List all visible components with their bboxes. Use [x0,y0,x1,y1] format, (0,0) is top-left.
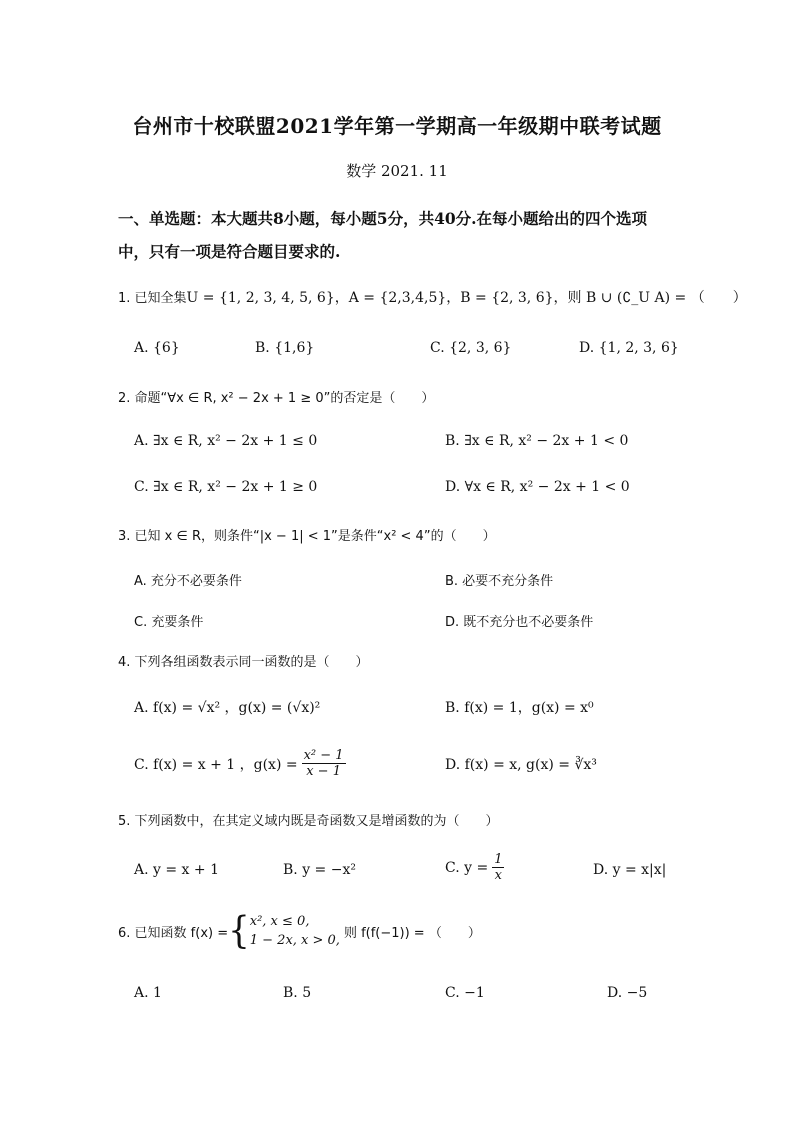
question-6-prefix: 6. 已知函数 f(x) = [118,925,229,941]
case-2: 1 − 2x, x > 0, [249,933,340,948]
question-6-option-b: B. 5 [283,985,312,1001]
piecewise-definition [228,909,340,953]
question-6-suffix: 则 f(f(−1)) = （ ） [343,925,481,941]
question-5-option-d: D. y = x|x| [593,862,667,878]
piecewise-cases [250,912,340,950]
question-4-stem: 4. 下列各组函数表示同一函数的是（ ） [118,655,369,670]
question-1-math: U = {1, 2, 3, 4, 5, 6}，A = {2,3,4,5}，B = {2, 3, 6}，则 B ∪ (∁_U A) = （ ） [186,290,747,306]
question-4-option-c [134,748,346,779]
question-2-stem: 2. 命题“∀x ∈ R, x² − 2x + 1 ≥ 0”的否定是（ ） [118,391,435,406]
question-5-option-c-text: C. y = [445,859,489,876]
question-2-option-a: A. ∃x ∈ R, x² − 2x + 1 ≤ 0 [134,433,318,449]
question-5-option-c [445,852,504,883]
question-3-option-a: A. 充分不必要条件 [134,574,242,589]
case-1: x², x ≤ 0, [249,914,310,929]
question-4-option-a: A. f(x) = √x² ，g(x) = (√x)² [134,700,321,716]
question-6-option-c: C. −1 [445,985,485,1001]
question-4-option-b: B. f(x) = 1，g(x) = x⁰ [445,700,594,716]
fraction-denominator: x [494,868,503,883]
question-1-option-d: D. {1, 2, 3, 6} [579,340,679,356]
question-1-option-c: C. {2, 3, 6} [430,340,512,356]
question-2-option-b: B. ∃x ∈ R, x² − 2x + 1 < 0 [445,433,629,449]
question-3-stem: 3. 已知 x ∈ R，则条件“|x − 1| < 1”是条件“x² < 4”的（ ） [118,529,496,544]
section-heading: 一、单选题：本大题共8小题，每小题5分，共40分.在每小题给出的四个选项中，只有一项是符合题目要求的. [118,209,648,261]
question-6-option-a: A. 1 [134,985,162,1001]
question-2-option-d: D. ∀x ∈ R, x² − 2x + 1 < 0 [445,479,630,495]
question-1-option-b: B. {1,6} [255,340,315,356]
question-2-option-c: C. ∃x ∈ R, x² − 2x + 1 ≥ 0 [134,479,318,495]
question-1-prefix: 1. 已知全集 [118,291,187,306]
question-4-option-c-fraction [302,748,346,779]
exam-title: 台州市十校联盟2021学年第一学期高一年级期中联考试题 [132,114,662,138]
question-3-option-c: C. 充要条件 [134,615,204,630]
fraction-numerator: 1 [494,852,503,867]
question-5-stem: 5. 下列函数中，在其定义域内既是奇函数又是增函数的为（ ） [118,814,499,829]
question-6-option-d: D. −5 [607,985,648,1001]
left-brace-icon: { [228,909,250,953]
question-6-stem [118,909,481,953]
question-5-option-a: A. y = x + 1 [134,862,219,878]
question-5-option-c-fraction [492,852,504,883]
fraction-denominator: x − 1 [306,764,341,779]
fraction-numerator: x² − 1 [303,748,344,763]
question-3-option-d: D. 既不充分也不必要条件 [445,615,594,630]
question-1-stem [118,287,747,307]
question-5-option-b: B. y = −x² [283,862,356,878]
question-3-option-b: B. 必要不充分条件 [445,574,554,589]
exam-subtitle: 数学 2021. 11 [346,162,448,180]
question-4-option-d: D. f(x) = x, g(x) = ∛x³ [445,757,597,773]
question-1-option-a: A. {6} [134,340,180,356]
question-4-option-c-text: C. f(x) = x + 1 ，g(x) = [134,756,298,773]
